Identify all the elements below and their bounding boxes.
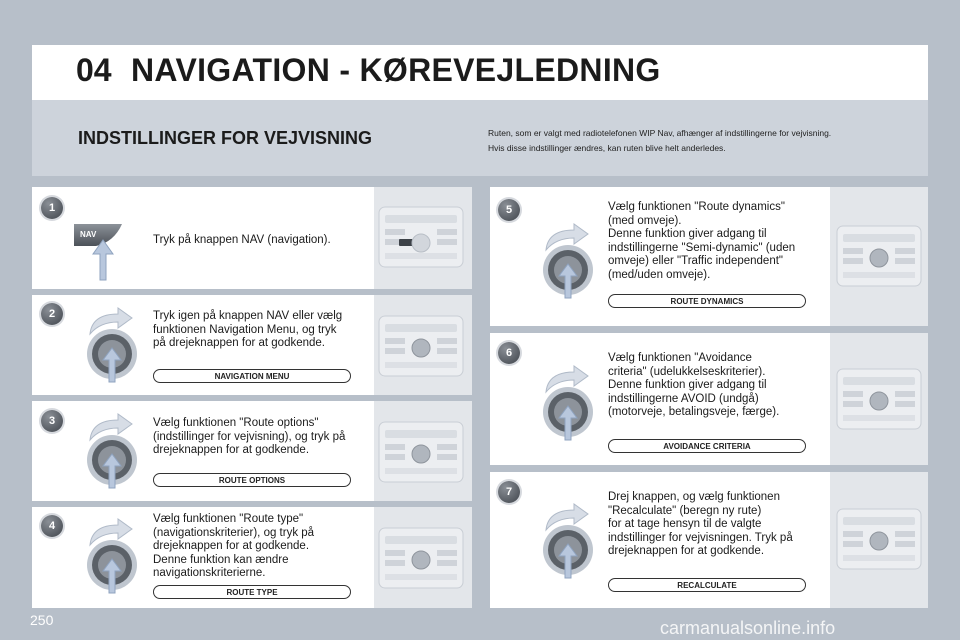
step-number-5: 5 (498, 199, 520, 221)
nav-button-label: NAV (80, 230, 97, 239)
step-number-1: 1 (41, 197, 63, 219)
step-line: Denne funktion giver adgang til (608, 379, 767, 391)
radio-panel-illustration (377, 420, 465, 484)
step-line: indstillinger for vejvisningen. Tryk på (608, 531, 793, 544)
step-7-text (608, 491, 793, 559)
rotary-knob-push-icon (536, 362, 596, 442)
intro-line: Ruten, som er valgt med radiotelefonen WIP Nav, afhænger af indstillingerne for vejvisning. (488, 128, 832, 138)
step-line: "Recalculate" (beregn ny rute) (608, 504, 762, 517)
step-number-6: 6 (498, 342, 520, 364)
watermark: carmanualsonline.info (660, 618, 836, 638)
step-line: Tryk igen på knappen NAV eller vælg (153, 310, 343, 322)
step-number-3: 3 (41, 410, 63, 432)
radio-panel-illustration (377, 526, 465, 590)
step-4-text (153, 513, 314, 581)
rotary-knob-push-icon (80, 410, 140, 490)
step-number-2: 2 (41, 303, 63, 325)
intro-line: Hvis disse indstillinger ændres, kan ruten blive helt anderledes. (488, 143, 726, 153)
step-line: drejeknappen for at godkende. (153, 540, 310, 552)
radio-panel-illustration (835, 367, 923, 431)
page-title: NAVIGATION - KØREVEJLEDNING (131, 52, 661, 88)
step-line: (med/uden omveje). (608, 268, 711, 281)
step-line: Drej knappen, og vælg funktionen (608, 491, 780, 503)
menu-pill-route-options: ROUTE OPTIONS (153, 473, 351, 487)
step-line: (motorveje, betalingsveje, færge). (608, 406, 780, 418)
step-line: Tryk på knappen NAV (navigation). (153, 234, 331, 246)
rotary-knob-push-icon (80, 304, 140, 384)
step-5-text (608, 201, 795, 282)
rotary-knob-push-icon (536, 220, 596, 300)
step-number-7: 7 (498, 481, 520, 503)
rotary-knob-push-icon (80, 515, 140, 595)
step-line: for at tage hensyn til de valgte (608, 518, 762, 530)
step-line: (indstillinger for vejvisning), og tryk på (153, 430, 346, 443)
step-line: på drejeknappen for at godkende. (153, 337, 325, 349)
step-line: Vælg funktionen "Route dynamics" (608, 201, 785, 213)
radio-panel-illustration (835, 507, 923, 571)
step-line: Vælg funktionen "Avoidance (608, 352, 752, 364)
menu-pill-route-dynamics: ROUTE DYNAMICS (608, 294, 806, 308)
step-line: (med omveje). (608, 214, 682, 227)
menu-pill-navigation-menu: NAVIGATION MENU (153, 369, 351, 383)
menu-pill-avoidance-criteria: AVOIDANCE CRITERIA (608, 439, 806, 453)
step-number-4: 4 (41, 515, 63, 537)
step-1-text (153, 234, 331, 248)
step-3-text (153, 417, 345, 458)
step-line: drejeknappen for at godkende. (153, 444, 310, 456)
step-line: indstillingerne "Semi-dynamic" (uden (608, 241, 796, 254)
page-number: 250 (30, 612, 54, 628)
step-6-text (608, 352, 779, 420)
step-line: Vælg funktionen "Route type" (153, 513, 304, 525)
step-line: Denne funktion kan ændre (153, 553, 289, 566)
step-line: Vælg funktionen "Route options" (153, 417, 319, 429)
radio-panel-illustration (835, 224, 923, 288)
menu-pill-route-type: ROUTE TYPE (153, 585, 351, 599)
step-line: indstillingerne AVOID (undgå) (608, 392, 759, 405)
radio-panel-illustration (377, 205, 465, 269)
step-line: Denne funktion giver adgang til (608, 228, 767, 240)
nav-button-press-icon (70, 220, 130, 282)
step-line: funktionen Navigation Menu, og tryk (153, 323, 337, 336)
radio-panel-illustration (377, 314, 465, 378)
step-line: drejeknappen for at godkende. (608, 545, 765, 557)
section-title: INDSTILLINGER FOR VEJVISNING (78, 128, 373, 148)
step-2-text (153, 310, 342, 351)
step-line: omveje) eller "Traffic independent" (608, 255, 784, 267)
chapter-number: 04 (76, 52, 112, 88)
rotary-knob-push-icon (536, 500, 596, 580)
step-line: criteria" (udelukkelseskriterier). (608, 365, 766, 378)
step-line: navigationskriterierne. (153, 567, 266, 579)
menu-pill-recalculate: RECALCULATE (608, 578, 806, 592)
step-line: (navigationskriterier), og tryk på (153, 526, 315, 539)
section-intro (488, 126, 918, 156)
